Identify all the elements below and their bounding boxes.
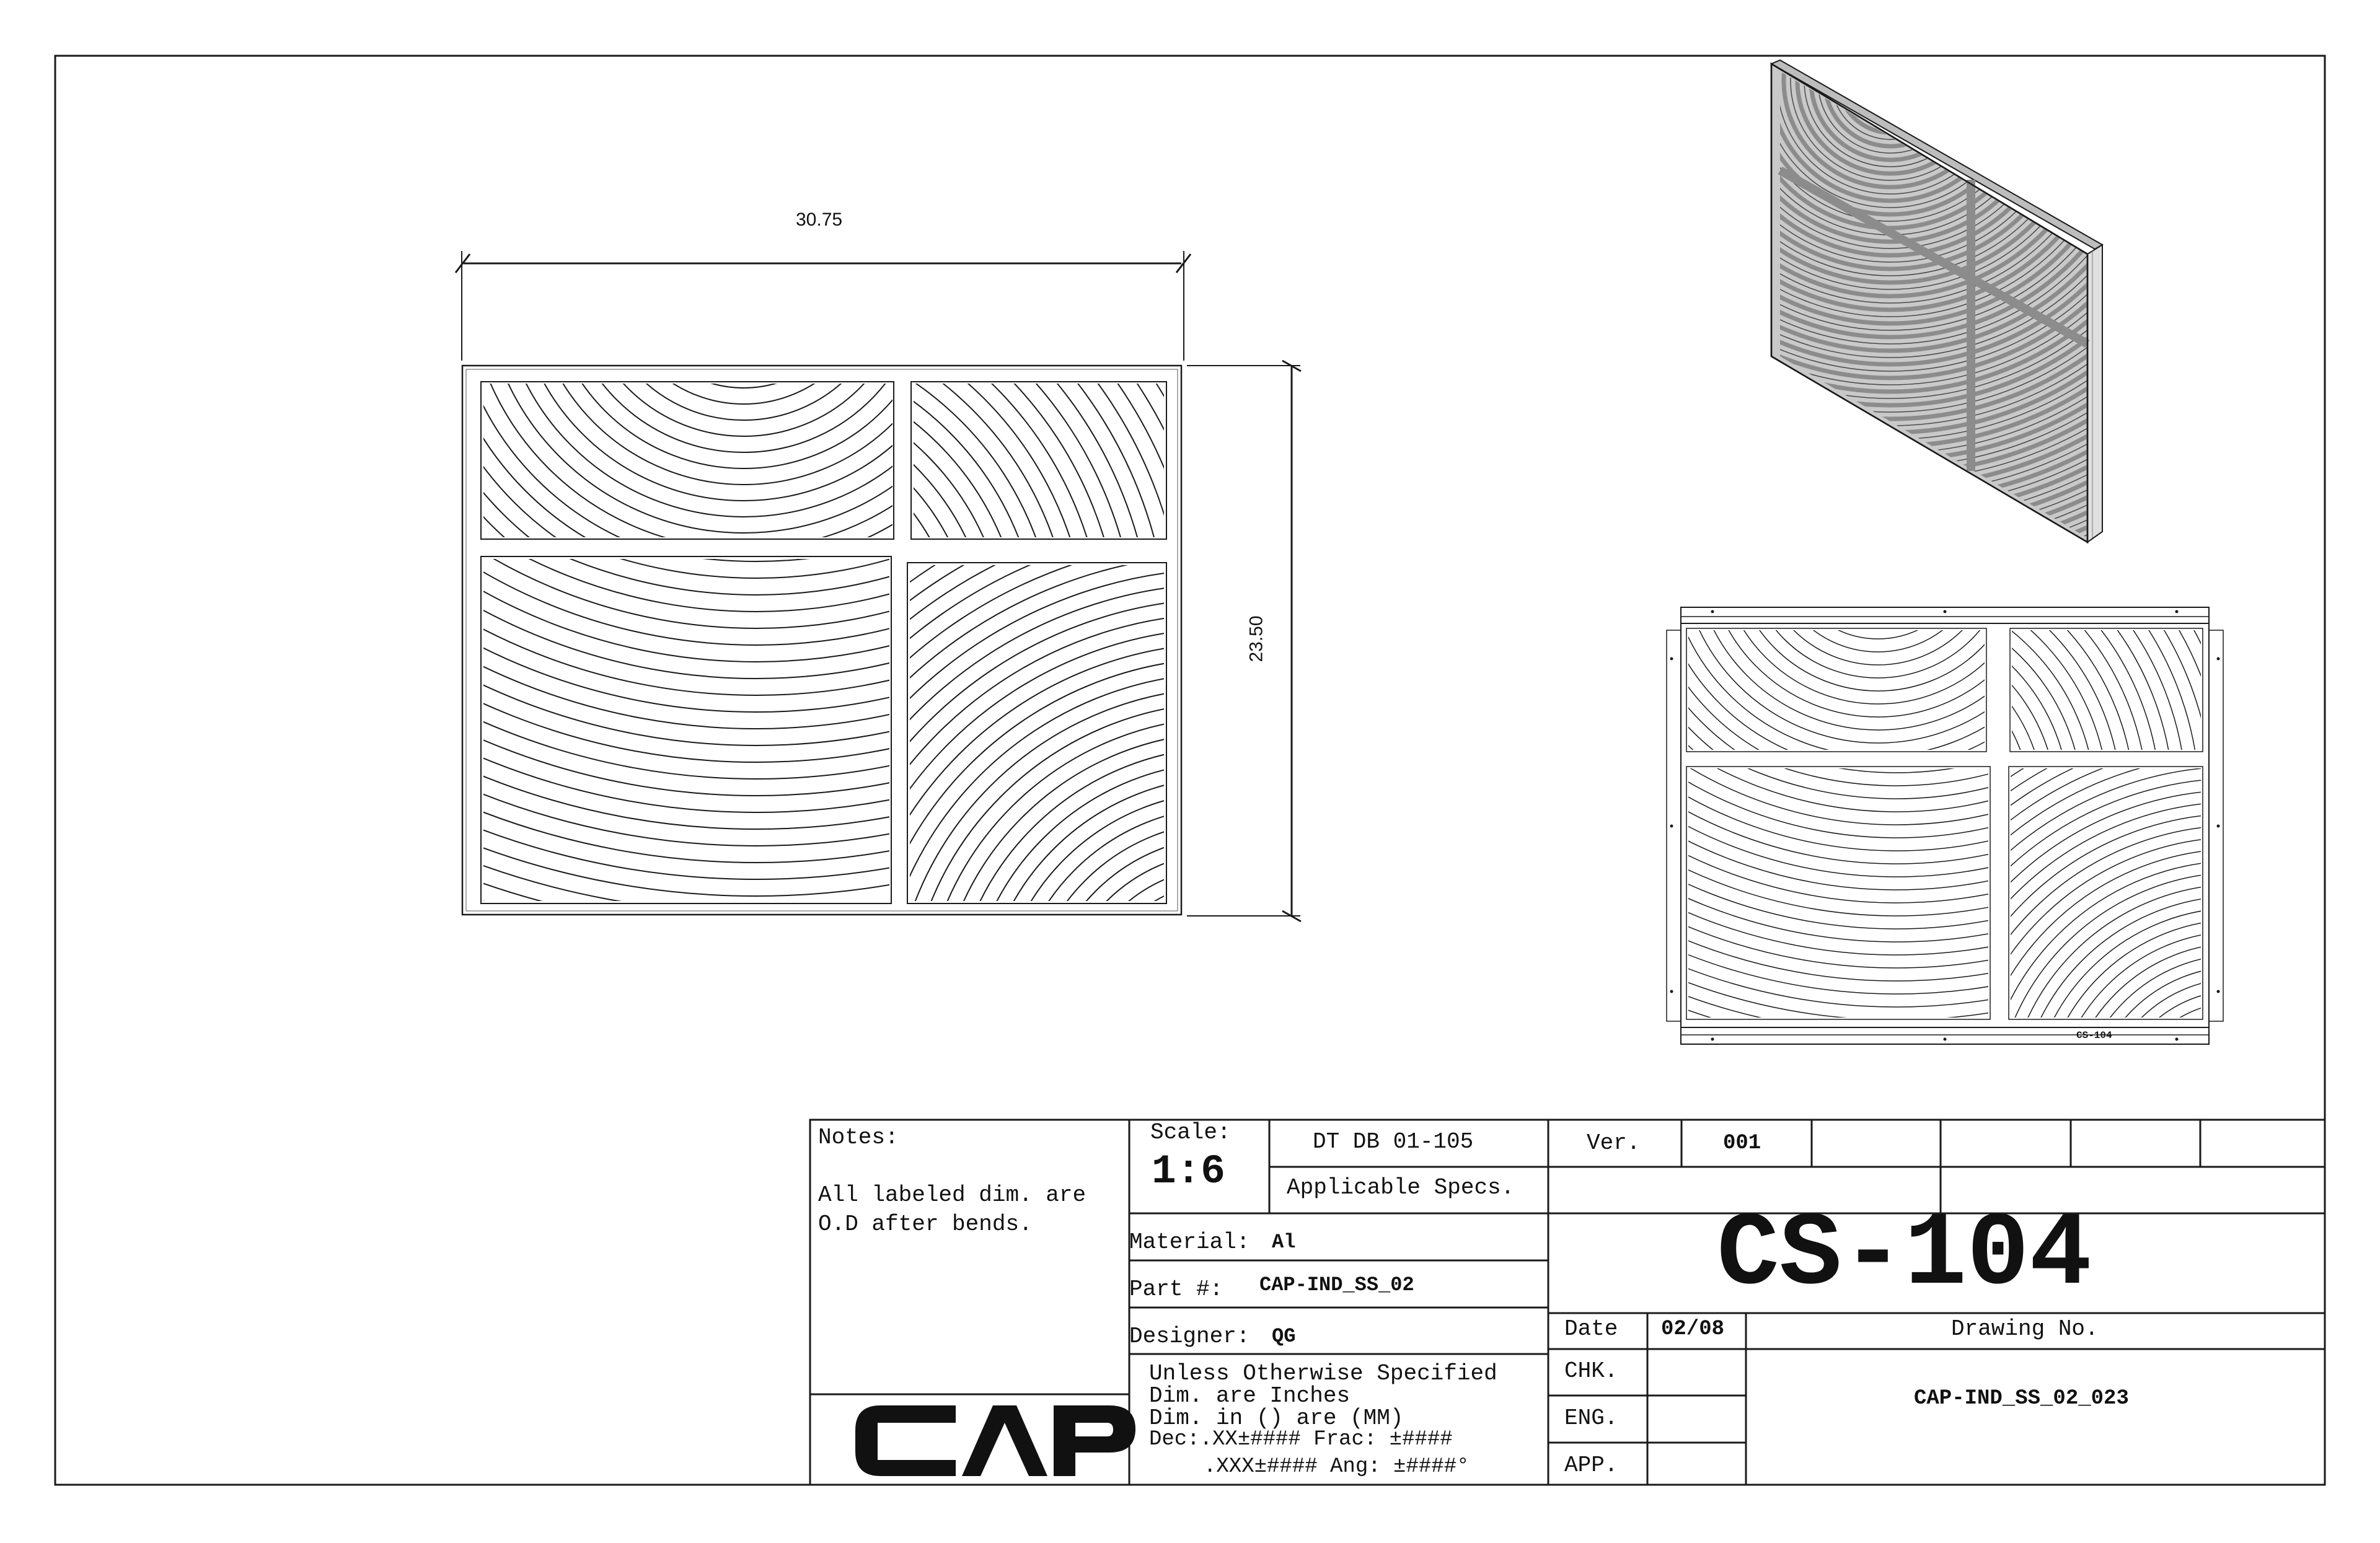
version-value: 001 — [1723, 1132, 1761, 1155]
slat-arc — [495, 0, 1018, 361]
part-number-value: CAP-IND_SS_02 — [1259, 1273, 1414, 1296]
notes-label: Notes: — [818, 1125, 899, 1150]
isometric-view — [1382, 0, 2380, 589]
slat-arc — [612, 141, 875, 404]
material-value: Al — [1272, 1231, 1296, 1254]
material-label: Material: — [1129, 1229, 1250, 1255]
slat-arc — [562, 0, 951, 294]
checked-label: CHK. — [1564, 1358, 1618, 1384]
slat-arc — [1130, 926, 1324, 1119]
slat-arc — [2159, 1037, 2316, 1194]
slat-arc — [628, 157, 859, 388]
slat-arc — [1866, 56, 1915, 105]
slat-arc — [511, 0, 1001, 344]
slat-arc — [1190, 985, 1264, 1060]
drawing-number-value: CAP-IND_SS_02_023 — [1914, 1387, 2129, 1410]
slat-arc — [2124, 1002, 2351, 1229]
width-dimension-label: 30.75 — [796, 209, 843, 230]
cap-logo — [855, 1405, 1135, 1476]
slat-arc — [1101, 896, 1354, 1149]
version-label: Ver. — [1587, 1130, 1641, 1156]
slat-arc — [2206, 1084, 2268, 1146]
slat-arc — [1784, 452, 1972, 639]
tolerance-line-1: Unless Otherwise Specified — [1149, 1361, 1497, 1386]
slat-arc — [1116, 911, 1339, 1134]
slat-arc — [1771, 439, 1985, 652]
slat-arc — [578, 0, 934, 277]
tolerance-line-2: Dim. are Inches — [1149, 1383, 1351, 1409]
drawing-title: CS-104 — [1717, 1197, 2092, 1314]
slat-arc — [1160, 956, 1294, 1089]
designer-label: Designer: — [1129, 1324, 1250, 1349]
slat-arc — [1838, 29, 1942, 133]
notes-line-2: O.D after bends. — [818, 1211, 1033, 1237]
slat-arc — [2171, 1049, 2304, 1182]
slat-arc — [2148, 1026, 2327, 1205]
scale-value: 1:6 — [1152, 1148, 1225, 1195]
slat-arc — [2077, 955, 2380, 1276]
slat-arc — [1175, 970, 1279, 1075]
slat-arc — [1145, 941, 1309, 1104]
engineering-label: ENG. — [1564, 1405, 1618, 1431]
date-label: Date — [1564, 1316, 1618, 1342]
slat-arc — [1859, 49, 1922, 112]
spec-code: DT DB 01-105 — [1313, 1129, 1474, 1154]
height-dimension-label: 23.50 — [1246, 615, 1267, 662]
applicable-specs-label: Applicable Specs. — [1287, 1175, 1515, 1200]
slat-arc — [2195, 1073, 2280, 1158]
scale-label: Scale: — [1150, 1120, 1231, 1145]
tolerance-line-3: Dim. in () are (MM) — [1149, 1405, 1404, 1431]
slat-arc — [2183, 1061, 2292, 1170]
date-value: 02/08 — [1661, 1317, 1725, 1341]
part-number-label: Part #: — [1129, 1277, 1223, 1302]
notes-line-1: All labeled dim. are — [818, 1182, 1086, 1208]
slat-arc — [1797, 465, 1959, 626]
drawing-number-label: Drawing No. — [1951, 1316, 2099, 1342]
designer-value: QG — [1272, 1325, 1296, 1348]
slat-arc — [645, 174, 843, 372]
tolerance-line-5: .XXX±#### Ang: ±####° — [1204, 1455, 1470, 1479]
slat-arc — [461, 0, 1051, 394]
part-tag-label: CS-104 — [2076, 1030, 2112, 1041]
slat-arc — [444, 0, 1068, 411]
approved-label: APP. — [1564, 1453, 1618, 1478]
slat-arc — [428, 0, 1085, 428]
tolerance-line-4: Dec:.XX±#### Frac: ±#### — [1149, 1428, 1453, 1451]
slat-arc — [595, 0, 917, 260]
slat-arc — [528, 0, 984, 327]
